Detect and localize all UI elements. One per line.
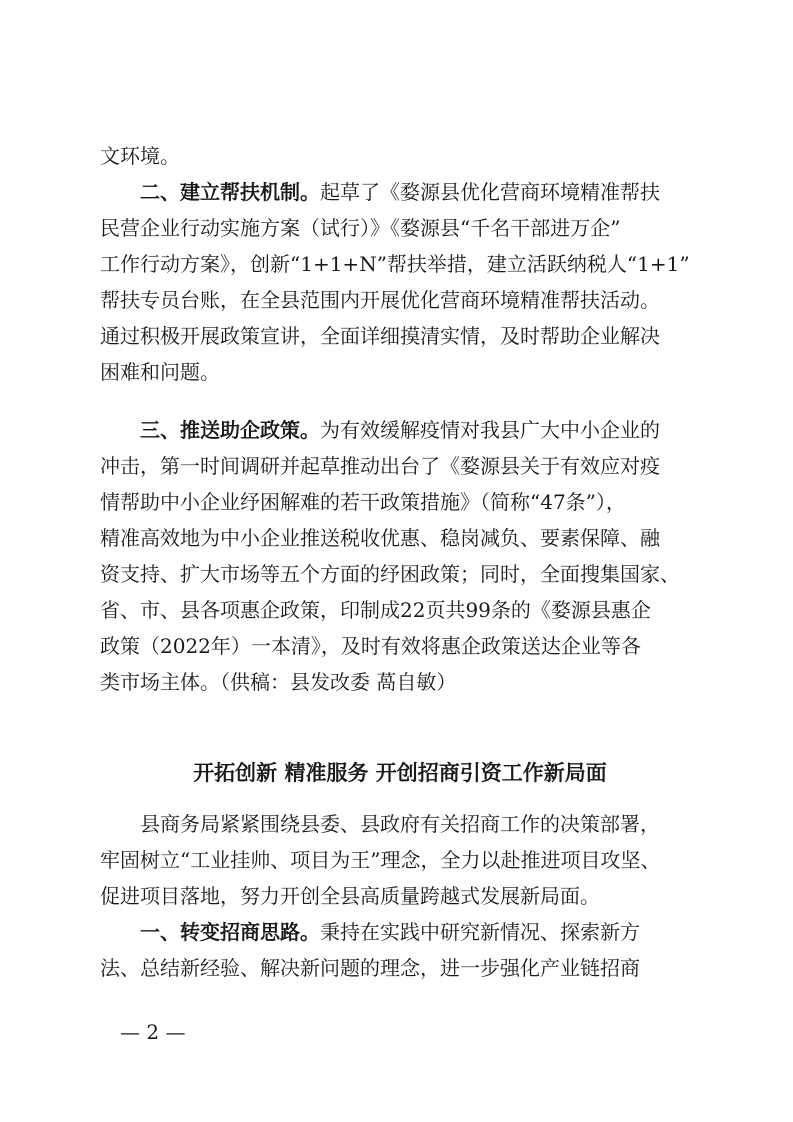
paragraph-continuation <box>100 138 700 174</box>
section-lead: 二、建立帮扶机制。 <box>140 180 320 204</box>
text-line: 牢固树立“工业挂帅、项目为王”理念，全力以赴推进项目攻坚、 <box>100 848 661 872</box>
text-line: 通过积极开展政策宣讲，全面详细摸清实情，及时帮助企业解决 <box>100 324 660 348</box>
paragraph-help-mechanism <box>100 174 700 390</box>
text-line: 秉持在实践中研究新情况、探索新方 <box>320 920 640 944</box>
text-line: 法、总结新经验、解决新问题的理念，进一步强化产业链招商 <box>100 956 640 980</box>
text-line: 为有效缓解疫情对我县广大中小企业的 <box>320 418 660 442</box>
text-line: 省、市、县各项惠企政策，印制成22页共99条的《婺源县惠企 <box>100 598 651 622</box>
paragraph-intro <box>100 806 700 914</box>
text-line: 情帮助中小企业纾困解难的若干政策措施》（简称“47条”）， <box>100 490 626 514</box>
paragraph-policy-push <box>100 412 700 700</box>
section-lead: 三、推送助企政策。 <box>140 418 320 442</box>
text-line: 冲击，第一时间调研并起草推动出台了《婺源县关于有效应对疫 <box>100 454 660 478</box>
text-line: 民营企业行动实施方案（试行）》《婺源县“千名干部进万企” <box>100 216 621 240</box>
text-line: 政策（2022年）一本清》，及时有效将惠企政策送达企业等各 <box>100 634 641 658</box>
text-line: 县商务局紧紧围绕县委、县政府有关招商工作的决策部署， <box>140 812 660 836</box>
text-line: 起草了《婺源县优化营商环境精准帮扶 <box>320 180 660 204</box>
text-line: 困难和问题。 <box>100 360 220 384</box>
page-number: — 2 — <box>120 1020 186 1044</box>
text-line: 工作行动方案》，创新“1+1+N”帮扶举措，建立活跃纳税人“1+1” <box>100 252 690 276</box>
text-line: 帮扶专员台账，在全县范围内开展优化营商环境精准帮扶活动。 <box>100 288 660 312</box>
text-line: 资支持、扩大市场等五个方面的纾困政策；同时，全面搜集国家、 <box>100 562 680 586</box>
text-line: 精准高效地为中小企业推送税收优惠、稳岗减负、要素保障、融 <box>100 526 660 550</box>
paragraph-investment-approach <box>100 914 700 986</box>
section-lead: 一、转变招商思路。 <box>140 920 320 944</box>
text-line: 文环境。 <box>100 144 180 168</box>
article-heading: 开拓创新 精准服务 开创招商引资工作新局面 <box>193 761 607 785</box>
text-line: 促进项目落地，努力开创全县高质量跨越式发展新局面。 <box>100 884 600 908</box>
text-line: 类市场主体。（供稿：县发改委 萵自敏） <box>100 670 457 694</box>
